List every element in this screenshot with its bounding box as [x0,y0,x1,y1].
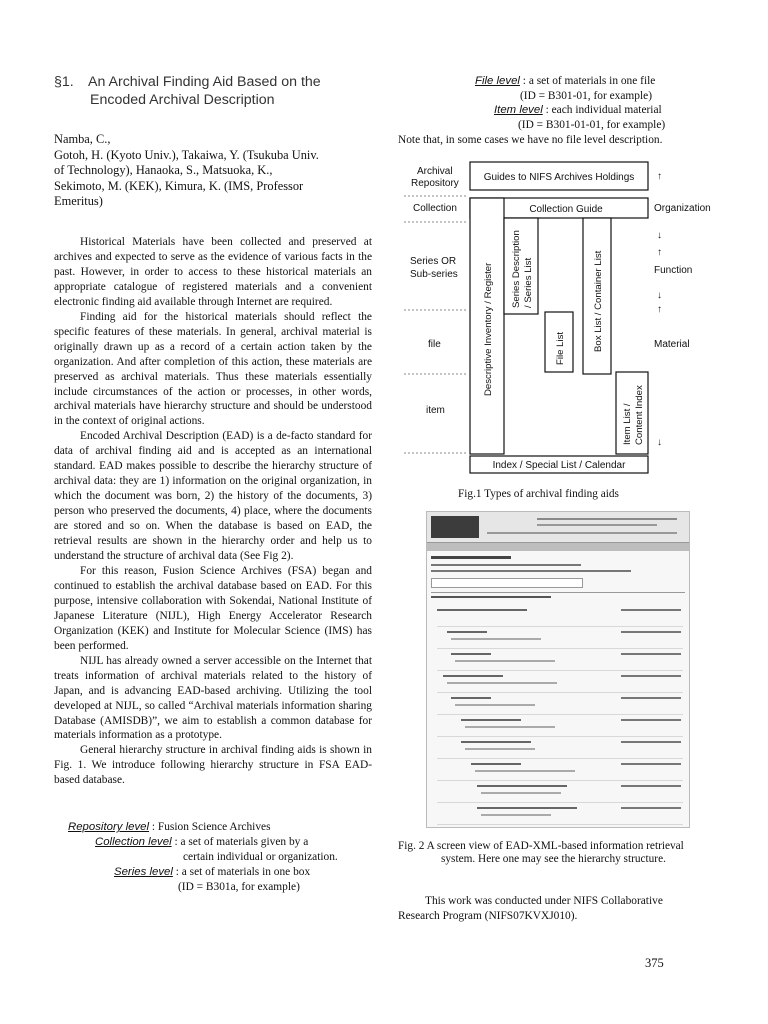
function-label: Function [654,265,693,276]
file-level-value: : a set of materials in one file [519,75,656,87]
arrow-up-icon: ↑ [657,171,662,182]
figure2-caption-line1: Fig. 2 A screen view of EAD-XML-based information retrieval [398,840,684,852]
author-line: of Technology), Hanaoka, S., Matsuoka, K., [54,163,273,178]
list-item [437,626,683,649]
figure2-screenshot [426,511,690,828]
acknowledgement-line2: Research Program (NIFS07KVXJ010). [398,910,578,922]
collection-level [95,835,373,850]
list-item [437,780,683,803]
list-item [437,714,683,737]
series-level-id: (ID = B301a, for example) [178,881,300,893]
arrow-up-icon: ↑ [657,304,662,315]
figure1-caption: Fig.1 Types of archival finding aids [458,488,619,500]
result-list [427,604,689,826]
figure1-diagram [400,160,730,478]
paragraph: Encoded Archival Description (EAD) is a de-facto standard for data of archival finding aid and is accepted as an international standard. EAD makes possible to describe the hierarchy structure of archival data: they are 1) information on the original organization, in which the document was born, 2) the history of the documents, 3) person who preserved the documents, 4) place, where the documents are stored and so on. When the database is based on EAD, the retrieval results are shown in the hierarchy order and help us to understand the structure of archival data (See Fig 2). [54,430,372,563]
item-level-id: (ID = B301-01-01, for example) [518,119,666,131]
sub-series-label: Sub-series [410,269,458,280]
list-item [437,670,683,693]
arrow-down-icon: ↓ [657,230,662,241]
arrow-up-icon: ↑ [657,247,662,258]
descriptive-inventory-text: Descriptive Inventory / Register [483,262,494,396]
collection-level-cont: certain individual or organization. [183,851,338,863]
list-item [437,692,683,715]
arrow-down-icon: ↓ [657,290,662,301]
paragraph: NIJL has already owned a server accessible on the Internet that treats information of archival materials related to the history of Japan, and is advancing EAD-based archiving. Utilizing the tool developed at NIJL, so called “Archival materials information sharing Database (AMISDB)”, we aim to establish a common database for materials information as a prototype. [54,654,372,742]
author-list [54,132,374,210]
figure2-caption-line2: system. Here one may see the hierarchy structure. [441,853,666,865]
guides-text: Guides to NIFS Archives Holdings [483,172,635,183]
repository-level [68,820,271,835]
series-description-text: Series Description [511,230,522,308]
content-index-text: Content Index [634,385,645,445]
section-heading [54,73,374,109]
collection-guide-text: Collection Guide [529,204,603,215]
collection-level-key: Collection level [95,836,172,848]
material-label: Material [654,339,690,350]
file-level-note: Note that, in some cases we have no file level description. [398,134,663,146]
index-text: Index / Special List / Calendar [492,460,626,471]
box-list-text: Box List / Container List [593,250,604,352]
collection-level-value: : a set of materials given by a [171,836,309,848]
repository-level-key: Repository level [68,821,150,833]
paragraph: For this reason, Fusion Science Archives (FSA) began and continued to establish the archival database based on EAD. For this purpose, intensive collaboration with Sokendai, National Institute of Japanese Literature (NIJL), High Energy Accelerator Research Organization (KEK) and Institute for Molecular Science (IMS) has been performed. [54,564,372,652]
item-label: item [426,405,445,416]
file-level-key: File level [475,75,520,87]
body-text [54,235,372,788]
screenshot-navbar [427,543,689,551]
section-title-line2: Encoded Archival Description [90,92,275,108]
file-level-id: (ID = B301-01, for example) [520,90,652,102]
item-level [494,103,662,118]
item-list-text: Item List / [622,403,633,445]
archival-label: Archival [417,166,453,177]
list-item [437,736,683,759]
paragraph: Finding aid for the historical materials should reflect the specific features of these materials. In general, archival material is originally drawn up as a record of a certain action taken by the organization. And after completion of this action, these materials are preserved as archival materials. Thus these materials essentially include circumstances of the action or processes, in other words, archival materials have hierarchy structure and should be understood in the context of original actions. [54,310,372,428]
item-level-value: : each individual material [542,104,662,116]
series-list-text: / Series List [523,257,534,308]
list-item [437,648,683,671]
series-level [114,865,310,880]
section-title-line1: An Archival Finding Aid Based on the [88,74,321,90]
file-label: file [428,339,441,350]
arrow-down-icon: ↓ [657,437,662,448]
section-number: §1. [54,74,74,90]
page-number: 375 [645,956,664,970]
list-item [437,758,683,781]
author-line: Gotoh, H. (Kyoto Univ.), Takaiwa, Y. (Tsukuba Univ. [54,147,319,162]
author-line: Namba, C., [54,132,111,146]
series-or-label: Series OR [410,256,457,267]
paragraph: General hierarchy structure in archival finding aids is shown in Fig. 1. We introduce following hierarchy structure in FSA EAD-based database. [54,744,372,787]
item-level-key: Item level [494,104,543,116]
file-level [475,74,655,89]
organization-label: Organization [654,203,711,214]
author-line: Emeritus) [54,194,103,209]
author-line: Sekimoto, M. (KEK), Kimura, K. (IMS, Professor [54,178,304,193]
acknowledgement-line1: This work was conducted under NIFS Collaborative [425,895,663,907]
paragraph: Historical Materials have been collected and preserved at archives and expected to serve as the evidence of various facts in the past. However, in order to access to these historical materials an appropriate catalogue of registered materials and a convenient electronic finding aid available through Internet are required. [54,236,372,308]
repository-label: Repository [411,178,459,189]
file-list-text: File List [555,331,566,365]
repository-level-value: : Fusion Science Archives [149,821,271,833]
series-level-key: Series level [114,866,173,878]
screenshot-header [427,512,689,543]
collection-label: Collection [413,203,457,214]
list-item [437,802,683,825]
screenshot-logo [431,516,479,538]
series-level-value: : a set of materials in one box [172,866,311,878]
list-item [437,604,683,627]
